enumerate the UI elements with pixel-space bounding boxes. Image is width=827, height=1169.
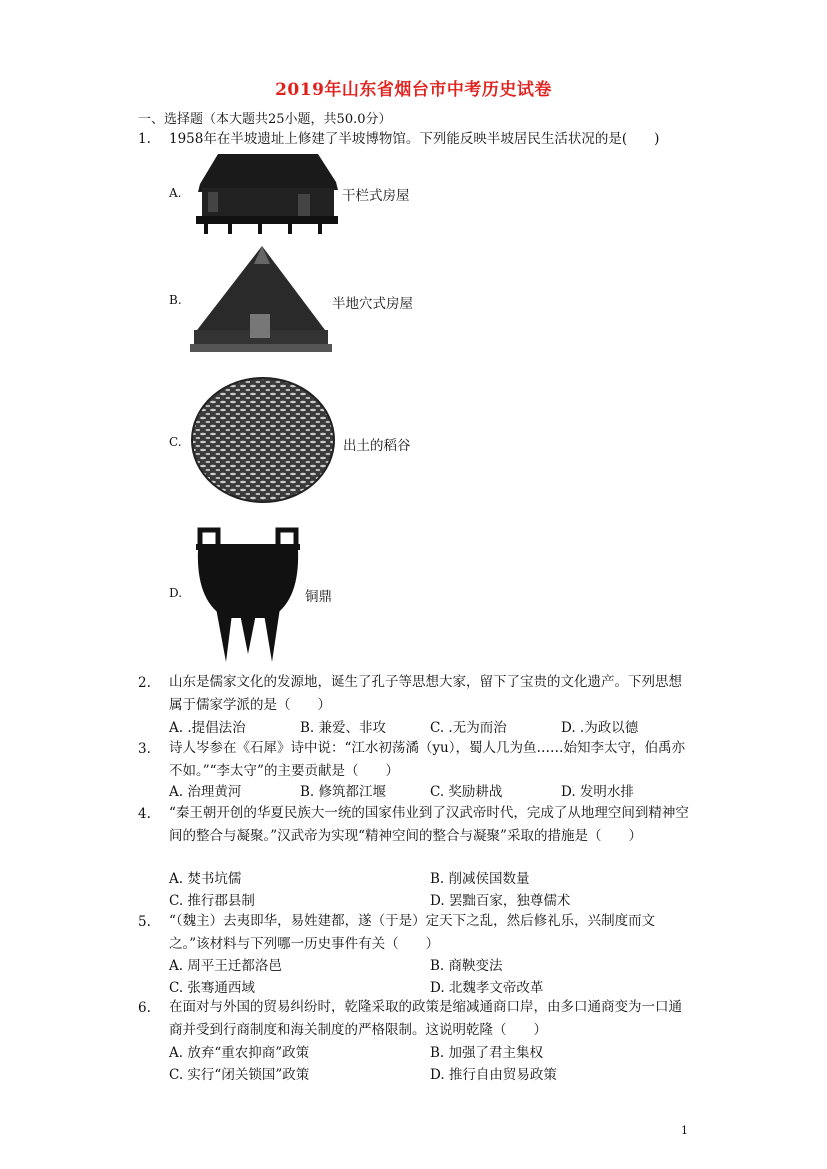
q1-option-d-letter[interactable]: D. xyxy=(169,586,183,600)
q2-option-a[interactable]: A. .提倡法治 xyxy=(169,720,246,736)
q3-option-d[interactable]: D. 发明水排 xyxy=(561,784,634,800)
q6-option-d[interactable]: D. 推行自由贸易政策 xyxy=(430,1067,557,1083)
q6-number: 6. xyxy=(138,1000,151,1016)
q1-option-c-letter[interactable]: C. xyxy=(169,435,182,449)
q5-number: 5. xyxy=(138,914,151,930)
q1-option-a-letter[interactable]: A. xyxy=(169,186,182,200)
q6-option-b[interactable]: B. 加强了君主集权 xyxy=(430,1045,544,1061)
q4-option-c[interactable]: C. 推行郡县制 xyxy=(169,893,255,909)
q2-option-c[interactable]: C. .无为而治 xyxy=(430,720,507,736)
q4-option-b[interactable]: B. 削减侯国数量 xyxy=(430,871,530,887)
q1-option-b-letter[interactable]: B. xyxy=(169,293,182,307)
section-heading: 一、选择题（本大题共25小题，共50.0分） xyxy=(138,112,392,127)
q1-option-d-label: 铜鼎 xyxy=(305,589,332,605)
bronze-ding-image xyxy=(192,522,304,664)
q1-option-b-label: 半地穴式房屋 xyxy=(332,296,413,312)
q1-option-c-label: 出土的稻谷 xyxy=(343,438,411,454)
q1-text: 1958年在半坡遗址上修建了半坡博物馆。下列能反映半坡居民生活状况的是( ) xyxy=(169,131,660,147)
q3-option-b[interactable]: B. 修筑都江堰 xyxy=(300,784,387,800)
q3-text: 诗人岑参在《石犀》诗中说：“江水初荡潏（yu），蜀人几为鱼……始知李太守，伯禹亦不如。”“李太守”的主要贡献是（ ） xyxy=(169,740,685,779)
q4-number: 4. xyxy=(138,806,151,822)
q6-option-a[interactable]: A. 放弃“重农抑商”政策 xyxy=(169,1045,310,1061)
q5-option-b[interactable]: B. 商鞅变法 xyxy=(430,958,503,974)
q5-option-d[interactable]: D. 北魏孝文帝改革 xyxy=(430,980,544,996)
q5-option-c[interactable]: C. 张骞通西域 xyxy=(169,980,255,996)
q6-option-c[interactable]: C. 实行“闭关锁国”政策 xyxy=(169,1067,310,1083)
q2-text: 山东是儒家文化的发源地，诞生了孔子等思想大家，留下了宝贵的文化遗产。下列思想属于儒家学派的是（ ） xyxy=(169,674,682,713)
q1-number: 1. xyxy=(138,131,151,147)
q4-text: “秦王朝开创的华夏民族大一统的国家伟业到了汉武帝时代，完成了从地理空间到精神空间的整合与凝聚。”汉武帝为实现“精神空间的整合与凝聚”采取的措施是（ ） xyxy=(169,805,689,844)
q2-option-b[interactable]: B. 兼爱、非攻 xyxy=(300,720,387,736)
q5-text: “（魏主）去夷即华，易姓建都，遂（于是）定天下之乱，然后修礼乐，兴制度而文之。”该材料与下列哪一历史事件有关（ ） xyxy=(169,913,656,952)
q4-option-a[interactable]: A. 焚书坑儒 xyxy=(169,871,242,887)
q3-option-c[interactable]: C. 奖励耕战 xyxy=(430,784,503,800)
q6-text: 在面对与外国的贸易纠纷时，乾隆采取的政策是缩减通商口岸，由多口通商变为一口通商并受到行商制度和海关制度的严格限制。这说明乾隆（ ） xyxy=(169,999,682,1038)
q3-option-a[interactable]: A. 治理黄河 xyxy=(169,784,242,800)
q3-number: 3. xyxy=(138,741,151,757)
rice-grain-image xyxy=(190,376,336,504)
semi-subterranean-house-image xyxy=(190,244,332,354)
q4-option-d[interactable]: D. 罢黜百家，独尊儒术 xyxy=(430,893,571,909)
q5-option-a[interactable]: A. 周平王迁都洛邑 xyxy=(169,958,282,974)
stilt-house-image xyxy=(188,150,340,234)
page-title: 2019年山东省烟台市中考历史试卷 xyxy=(275,80,552,100)
q2-option-d[interactable]: D. .为政以德 xyxy=(561,720,639,736)
page-number: 1 xyxy=(681,1124,688,1137)
q1-option-a-label: 干栏式房屋 xyxy=(342,188,410,204)
q2-number: 2. xyxy=(138,675,151,691)
